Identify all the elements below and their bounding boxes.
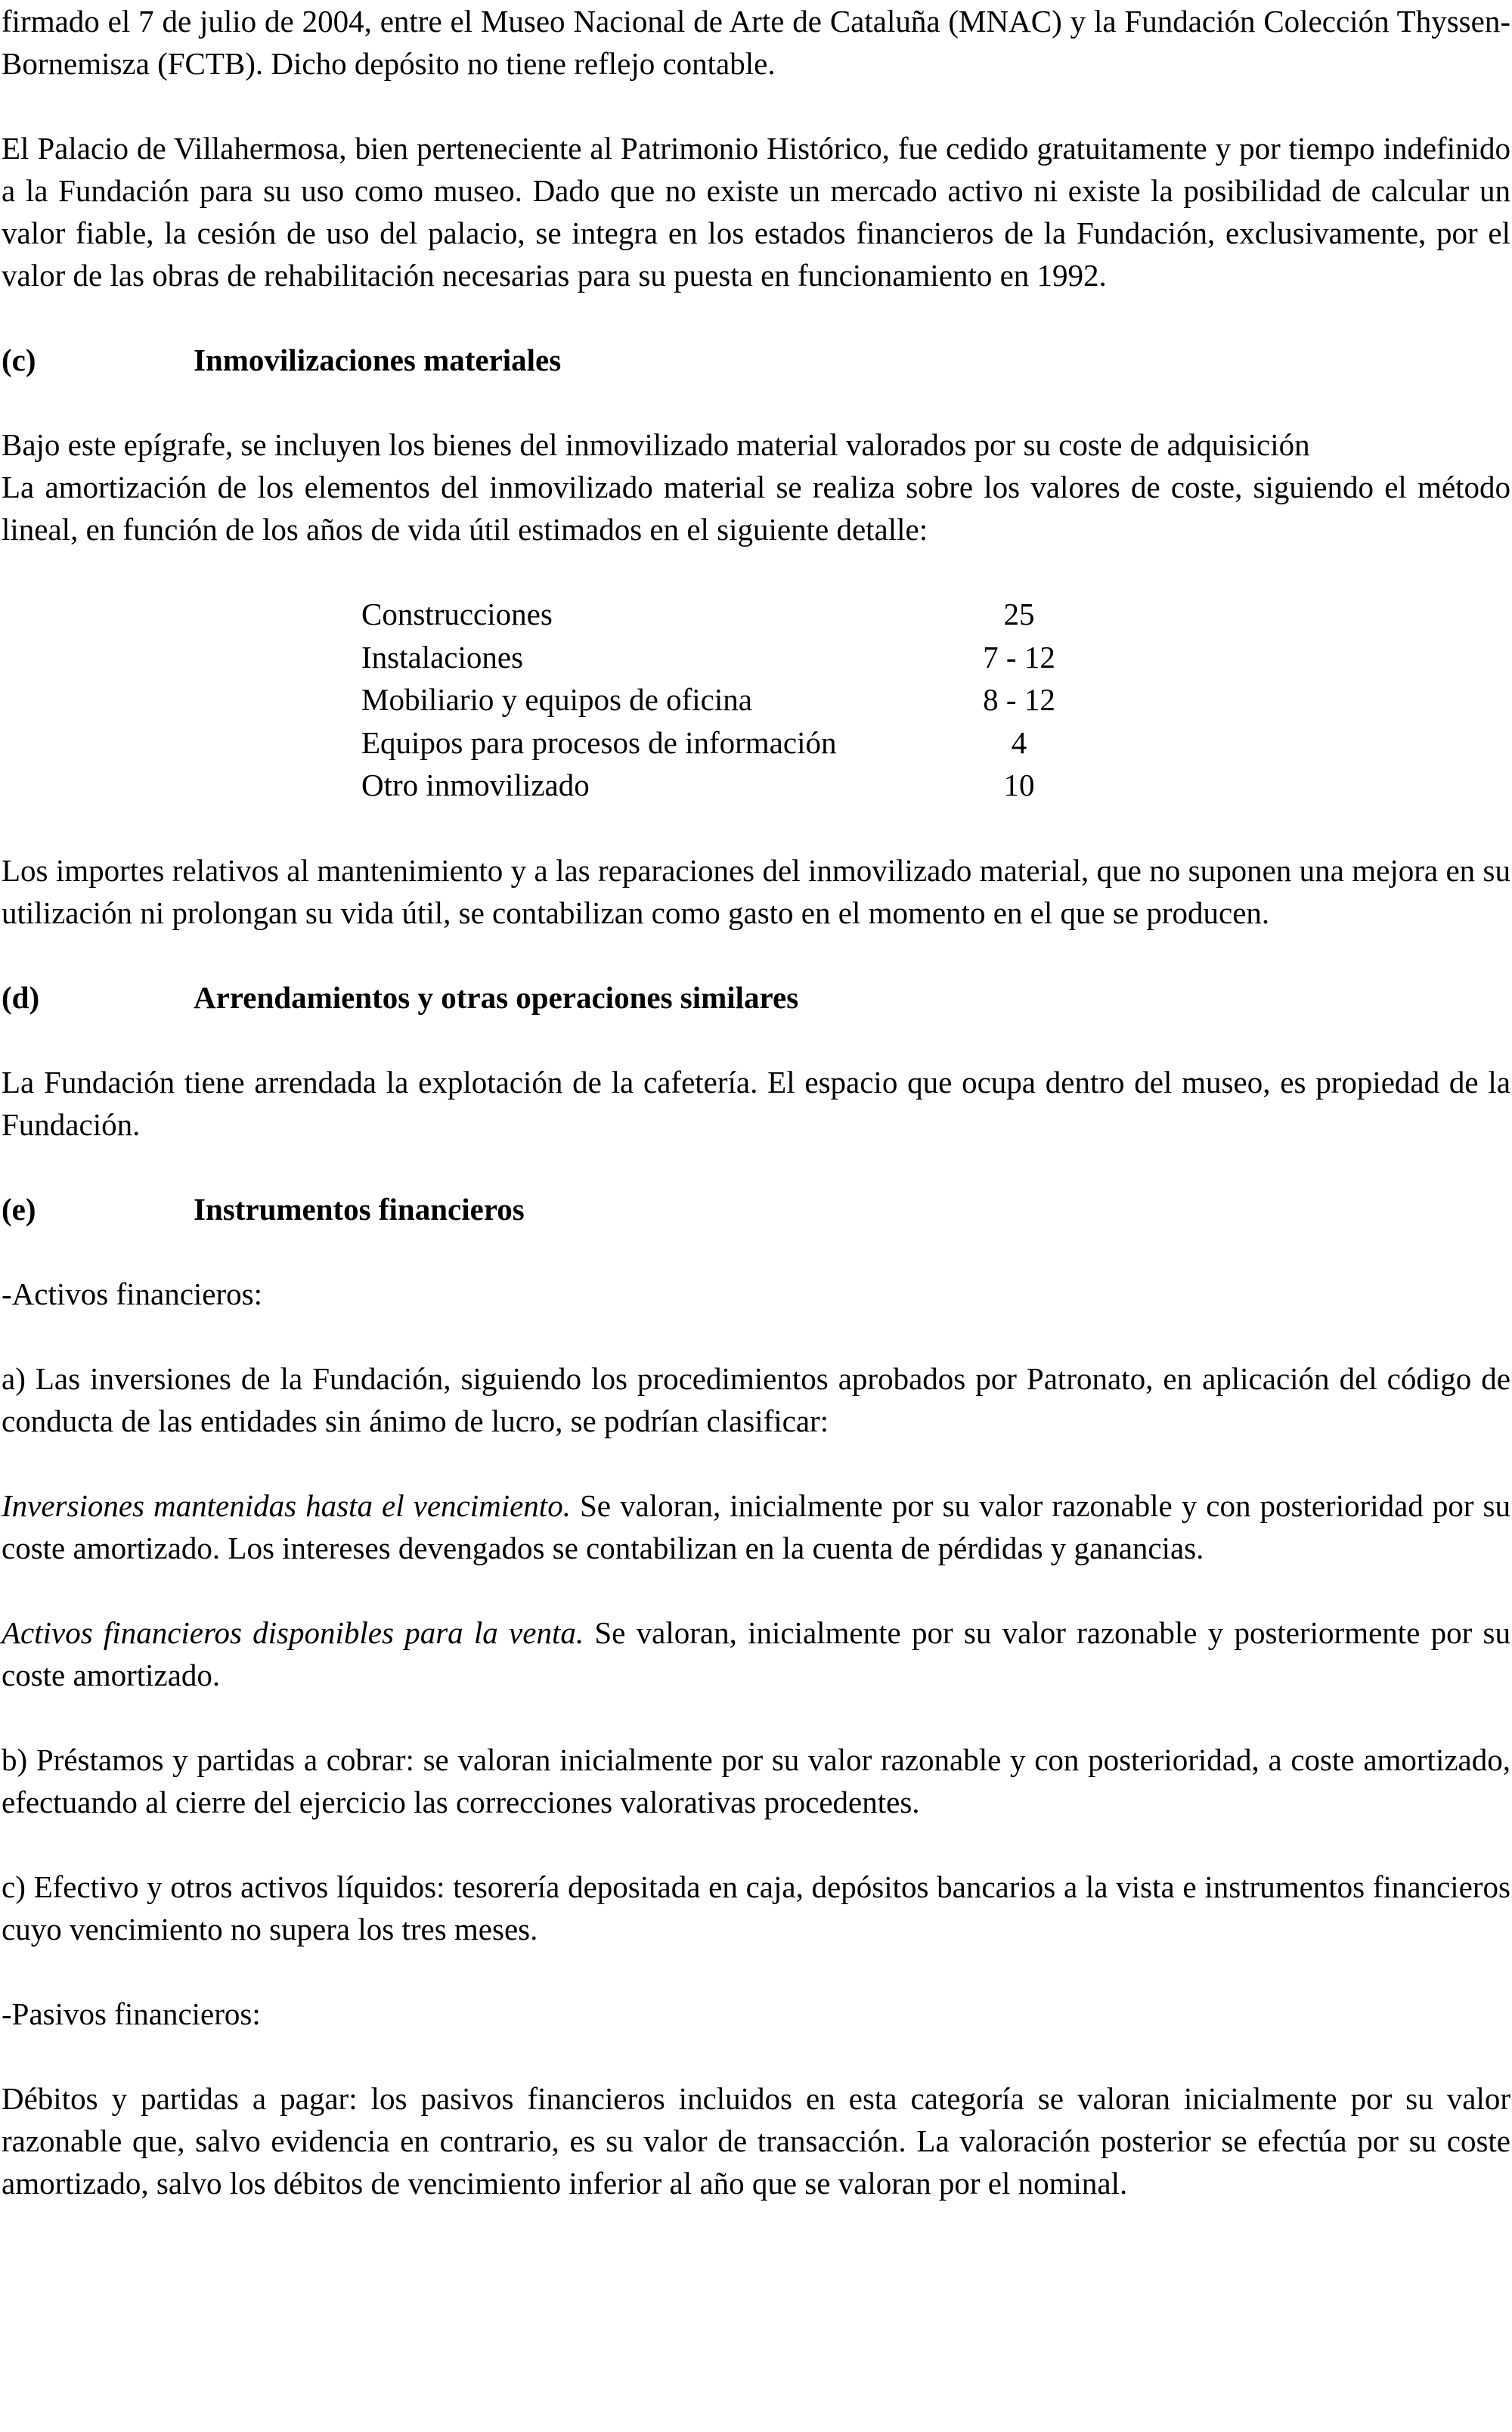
spacer [2, 551, 1510, 593]
table-row [361, 678, 1510, 721]
table-row [361, 593, 1510, 636]
spacer [2, 1442, 1510, 1484]
inversiones-vencimiento-paragraph [2, 1484, 1510, 1569]
asset-label: Mobiliario y equipos de oficina [361, 682, 752, 717]
spacer [2, 381, 1510, 423]
section-title: Instrumentos financieros [194, 1191, 525, 1227]
section-c-paragraph-2: La amortización de los elementos del inmovilizado material se realiza sobre los valores de coste, siguiendo el método lineal, en función de los años de vida útil estimados en el siguiente detalle: [2, 470, 1510, 547]
inversiones-vencimiento-term: Inversiones mantenidas hasta el vencimiento. [2, 1487, 571, 1523]
spacer [2, 1315, 1510, 1357]
activos-disponibles-term: Activos financieros disponibles para la venta. [2, 1615, 584, 1650]
section-number: (c) [2, 343, 36, 377]
table-row [361, 764, 1510, 807]
section-e-item-a: a) Las inversiones de la Fundación, siguiendo los procedimientos aprobados por Patronato, en aplicación del código de conducta de las entidades sin ánimo de lucro, se podrían clasificar: [2, 1360, 1510, 1438]
spacer [2, 1019, 1510, 1061]
inversiones-vencimiento-text: Se valoran, inicialmente por su valor razonable y con posterioridad por su coste amortizado. Los intereses devengados se contabilizan en la cuenta de pérdidas y ganancias. [2, 1487, 1511, 1565]
section-number: (d) [2, 979, 40, 1015]
useful-life-table [361, 593, 1510, 807]
section-title: Arrendamientos y otras operaciones similares [194, 979, 799, 1015]
spacer [2, 807, 1510, 849]
section-c-paragraph-3: Los importes relativos al mantenimiento y a las reparaciones del inmovilizado material, que no suponen una mejora en su utilización ni prolongan su vida útil, se contabilizan como gasto en el momento en el que se producen. [2, 852, 1510, 930]
activos-financieros-label: -Activos financieros: [2, 1276, 262, 1311]
section-number: (e) [2, 1191, 36, 1227]
pasivos-financieros-label: -Pasivos financieros: [2, 1996, 261, 2031]
activos-disponibles-paragraph [2, 1612, 1510, 1696]
asset-years: 8 - 12 [983, 682, 1055, 717]
asset-years: 10 [1003, 768, 1035, 802]
spacer [2, 934, 1510, 976]
spacer [2, 296, 1510, 339]
intro-paragraph-1: firmado el 7 de julio de 2004, entre el Museo Nacional de Arte de Cataluña (MNAC) y la Fundación Colección Thyssen-Bornemisza (FCTB). Dicho depósito no tiene reflejo contable. [2, 4, 1510, 81]
asset-years: 7 - 12 [983, 639, 1055, 675]
asset-years: 4 [1011, 724, 1027, 760]
spacer [2, 1146, 1510, 1188]
section-title: Inmovilizaciones materiales [194, 343, 562, 377]
spacer [2, 1823, 1510, 1866]
section-c-paragraph-1: Bajo este epígrafe, se incluyen los bienes del inmovilizado material valorados por su coste de adquisición [2, 427, 1310, 462]
section-d-paragraph-1: La Fundación tiene arrendada la explotación de la cafetería. El espacio que ocupa dentro del museo, es propiedad de la Fundación. [2, 1064, 1510, 1142]
asset-label: Equipos para procesos de información [361, 724, 837, 760]
intro-paragraph-2: El Palacio de Villahermosa, bien perteneciente al Patrimonio Histórico, fue cedido gratuitamente y por tiempo indefinido a la Fundación para su uso como museo. Dado que no existe un mercado activo ni existe la posibilidad de calcular un valor fiable, la cesión de uso del palacio, se integra en los estados financieros de la Fundación, exclusivamente, por el valor de las obras de rehabilitación necesarias para su puesta en funcionamiento en 1992. [2, 131, 1510, 293]
asset-years: 25 [1003, 597, 1035, 631]
section-heading-e [2, 1188, 1510, 1230]
spacer [2, 85, 1510, 127]
spacer [2, 1950, 1510, 1993]
activos-disponibles-text: Se valoran, inicialmente por su valor razonable y posteriormente por su coste amortizado. [2, 1615, 1510, 1692]
spacer [2, 1569, 1510, 1612]
table-row [361, 721, 1510, 765]
table-row [361, 636, 1510, 679]
document-page [2, 0, 1510, 2204]
spacer [2, 2035, 1510, 2077]
asset-label: Otro inmovilizado [361, 768, 590, 802]
asset-label: Instalaciones [361, 639, 524, 675]
spacer [2, 1696, 1510, 1739]
section-e-item-b: b) Préstamos y partidas a cobrar: se valoran inicialmente por su valor razonable y con posterioridad, a coste amortizado, efectuando al cierre del ejercicio las correcciones valorativas procedentes. [2, 1742, 1510, 1819]
asset-label: Construcciones [361, 597, 553, 631]
section-heading-d [2, 976, 1510, 1019]
section-e-item-c: c) Efectivo y otros activos líquidos: tesorería depositada en caja, depósitos bancarios a la vista e instrumentos financieros cuyo vencimiento no supera los tres meses. [2, 1869, 1510, 1947]
spacer [2, 1230, 1510, 1273]
pasivos-financieros-paragraph: Débitos y partidas a pagar: los pasivos financieros incluidos en esta categoría se valoran inicialmente por su valor razonable que, salvo evidencia en contrario, es su valor de transacción. La valoración posterior se efectúa por su coste amortizado, salvo los débitos de vencimiento inferior al año que se valoran por el nominal. [2, 2080, 1510, 2201]
section-heading-c [2, 339, 1510, 381]
